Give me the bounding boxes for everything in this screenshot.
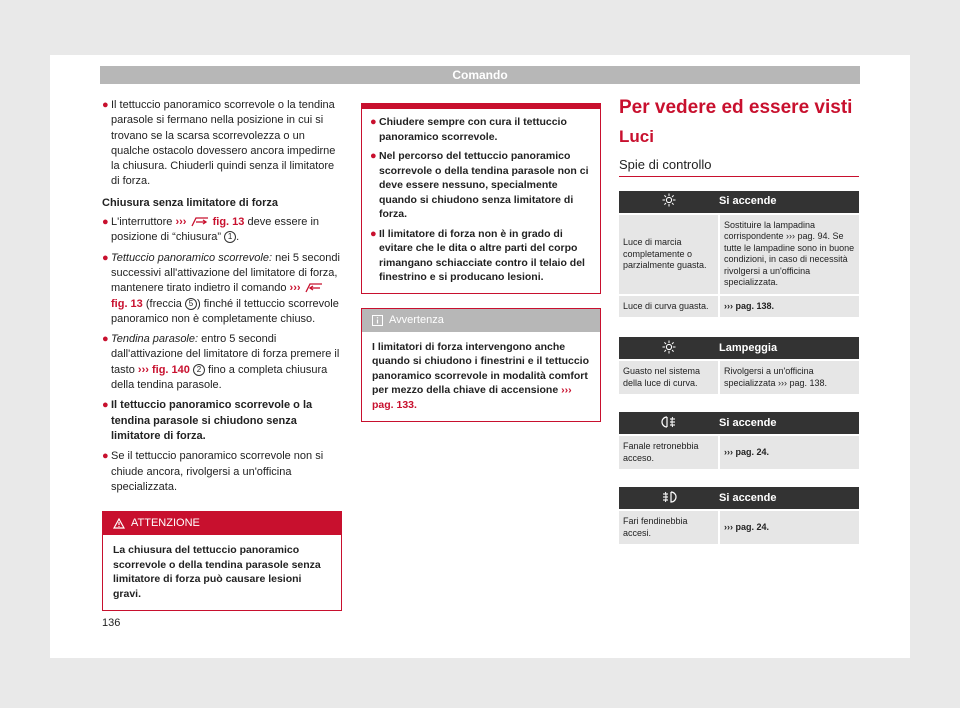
figure-link[interactable]: fig. 13 [212,216,245,229]
warning-triangle-icon [113,518,125,529]
warning-text: La chiusura del tettuccio panoramico scorrevole o della tendina parasole senza limitatore di forza può causare lesioni gravi. [113,544,321,600]
table-header: Si accende [719,487,859,510]
table-header: Si accende [719,412,859,435]
bullet-item: ● L'interruttore ››› fig. 13 deve essere in posizione di “chiusura” 1 . [102,216,320,244]
rear-fog-light-icon [661,415,677,429]
table-row: Luce di curva guasta. ››› pag. 138. [619,295,859,318]
bullet-item: ● Se il tettuccio panoramico scorrevole non si chiude ancora, rivolgersi a un'officina specializzata. [102,450,324,493]
light-bulb-icon [662,193,676,207]
table-header: Si accende [719,191,859,214]
warning-light-table [619,337,859,394]
page-header: Comando [100,66,860,84]
page-link[interactable]: pag. 133. [372,398,417,411]
column-3 [619,97,859,544]
note-header [362,309,600,332]
table-row: Fanale retronebbia acceso. ››› pag. 24. [619,435,859,469]
note-text: I limitatori di forza intervengono anche quando si chiudono i finestrini e il tettuccio panoramico scorrevole in modalità comfort per mezzo della chiave di accensione ››› pag. 133. [372,340,590,411]
subheading: Chiusura senza limitatore di forza [102,196,279,209]
column-1 [102,98,342,611]
callout-number: 5 [185,298,197,310]
callout-number: 1 [224,231,236,243]
bullet-item: ● Tendina parasole: entro 5 secondi dall'attivazione del limitatore di forza premere il tasto ››› fig. 140 2 fino a completa chiusura della tendina parasole. [102,333,340,392]
warning-continued-box [361,103,601,294]
light-bulb-icon [662,340,676,354]
bullet-item: ● Il limitatore di forza non è in grado di evitare che le dita o altre parti del corpo rimangano schiacciate contro il telaio del finestrino e si producano lesioni. [370,227,585,283]
figure-link[interactable]: fig. 140 [151,363,190,376]
table-row: Luce di marcia completamente o parzialmente guasta. Sostituire la lampadina corrispondente ››› pag. 94. Se tutte le lampadine sono in buone condizioni, in caso di necessità rivolgersi a un'officina specializzata. [619,214,859,295]
warning-light-table [619,487,859,544]
sunroof-icon [304,282,324,294]
bullet-item: ● Chiudere sempre con cura il tettuccio panoramico scorrevole. [370,116,567,143]
page-number: 136 [102,617,121,629]
info-icon [372,315,383,326]
warning-box [102,511,342,611]
warning-title: ATTENZIONE [131,517,200,530]
section-title: Per vedere ed essere visti [619,97,853,118]
bullet-item: ● Il tettuccio panoramico scorrevole o la tendina parasole si fermano nella posizione in cui si trovano se la scarsa scorrevolezza o un qualche ostacolo dovessero ancora impedirne la chiusura. Chiuderli quindi senza il limitatore di forza. [102,99,336,188]
figure-link[interactable]: fig. 13 [111,297,143,310]
table-row: Guasto nel sistema della luce di curva. Rivolgersi a un'officina specializzata ››› pag. 138. [619,360,859,394]
warning-light-table [619,412,859,469]
note-box [361,308,601,423]
table-header: Lampeggia [719,337,859,360]
bullet-item: ● Il tettuccio panoramico scorrevole o la tendina parasole si chiudono senza limitatore di forza. [102,399,313,442]
front-fog-light-icon [661,490,677,504]
bullet-item: ● Nel percorso del tettuccio panoramico scorrevole o della tendina parasole non ci deve essere nessuno, specialmente quando si chiudono senza limitatore di forza. [370,150,589,220]
note-title: Avvertenza [389,313,444,326]
table-row: Fari fendinebbia accesi. ››› pag. 24. [619,510,859,544]
sunroof-icon [190,216,210,228]
warning-header [103,512,341,535]
callout-number: 2 [193,364,205,376]
bullet-item: ● Tettuccio panoramico scorrevole: nei 5 secondi successivi all'attivazione del limitatore di forza, mantenere tirato indietro il comando ››› fig. 13 (freccia 5 ) finché il tettuccio scorrevole panoramico non è completamente chiuso. [102,251,340,325]
section-heading: Spie di controllo [619,157,859,177]
warning-light-table [619,191,859,318]
section-subtitle: Luci [619,127,654,147]
column-2 [361,103,601,422]
